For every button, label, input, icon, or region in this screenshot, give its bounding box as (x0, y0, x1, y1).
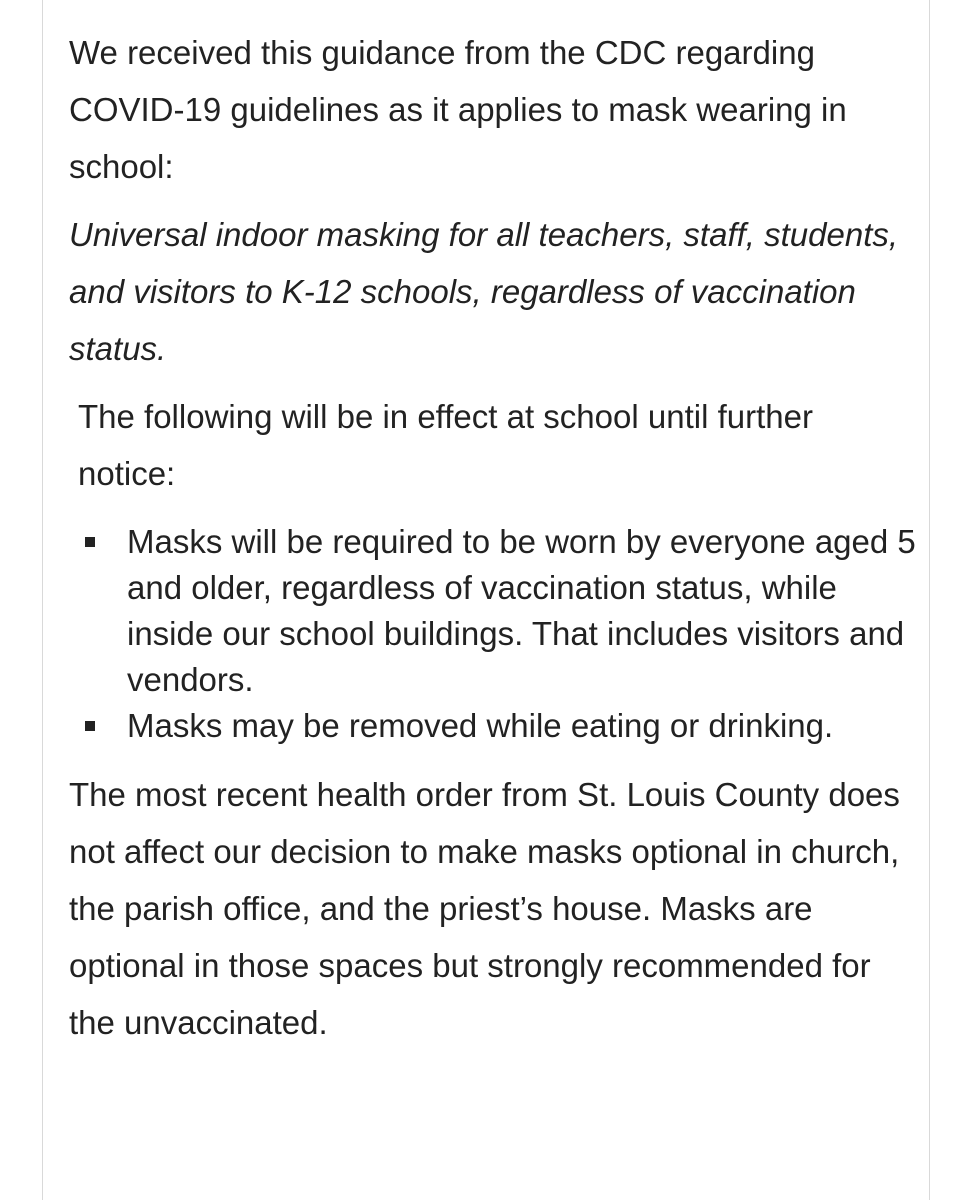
following-paragraph: The following will be in effect at school until further notice: (78, 398, 813, 492)
message-body (69, 24, 919, 1051)
square-bullet-icon (85, 537, 95, 547)
list-item (69, 703, 919, 749)
list-item-text: Masks will be required to be worn by everyone aged 5 and older, regardless of vaccination status, while inside our school buildings. That includes visitors and vendors. (127, 523, 916, 698)
list-item (69, 519, 919, 703)
intro-paragraph: We received this guidance from the CDC regarding COVID-19 guidelines as it applies to mask wearing in school: (69, 34, 847, 185)
cdc-quote: Universal indoor masking for all teachers, staff, students, and visitors to K-12 schools, regardless of vaccination status. (69, 216, 899, 367)
square-bullet-icon (85, 721, 95, 731)
county-paragraph: The most recent health order from St. Louis County does not affect our decision to make masks optional in church, the parish office, and the priest’s house. Masks are optional in those spaces but strongly recommended for the unvaccinated. (69, 776, 900, 1041)
measures-list (69, 519, 919, 749)
list-item-text: Masks may be removed while eating or drinking. (127, 707, 834, 744)
